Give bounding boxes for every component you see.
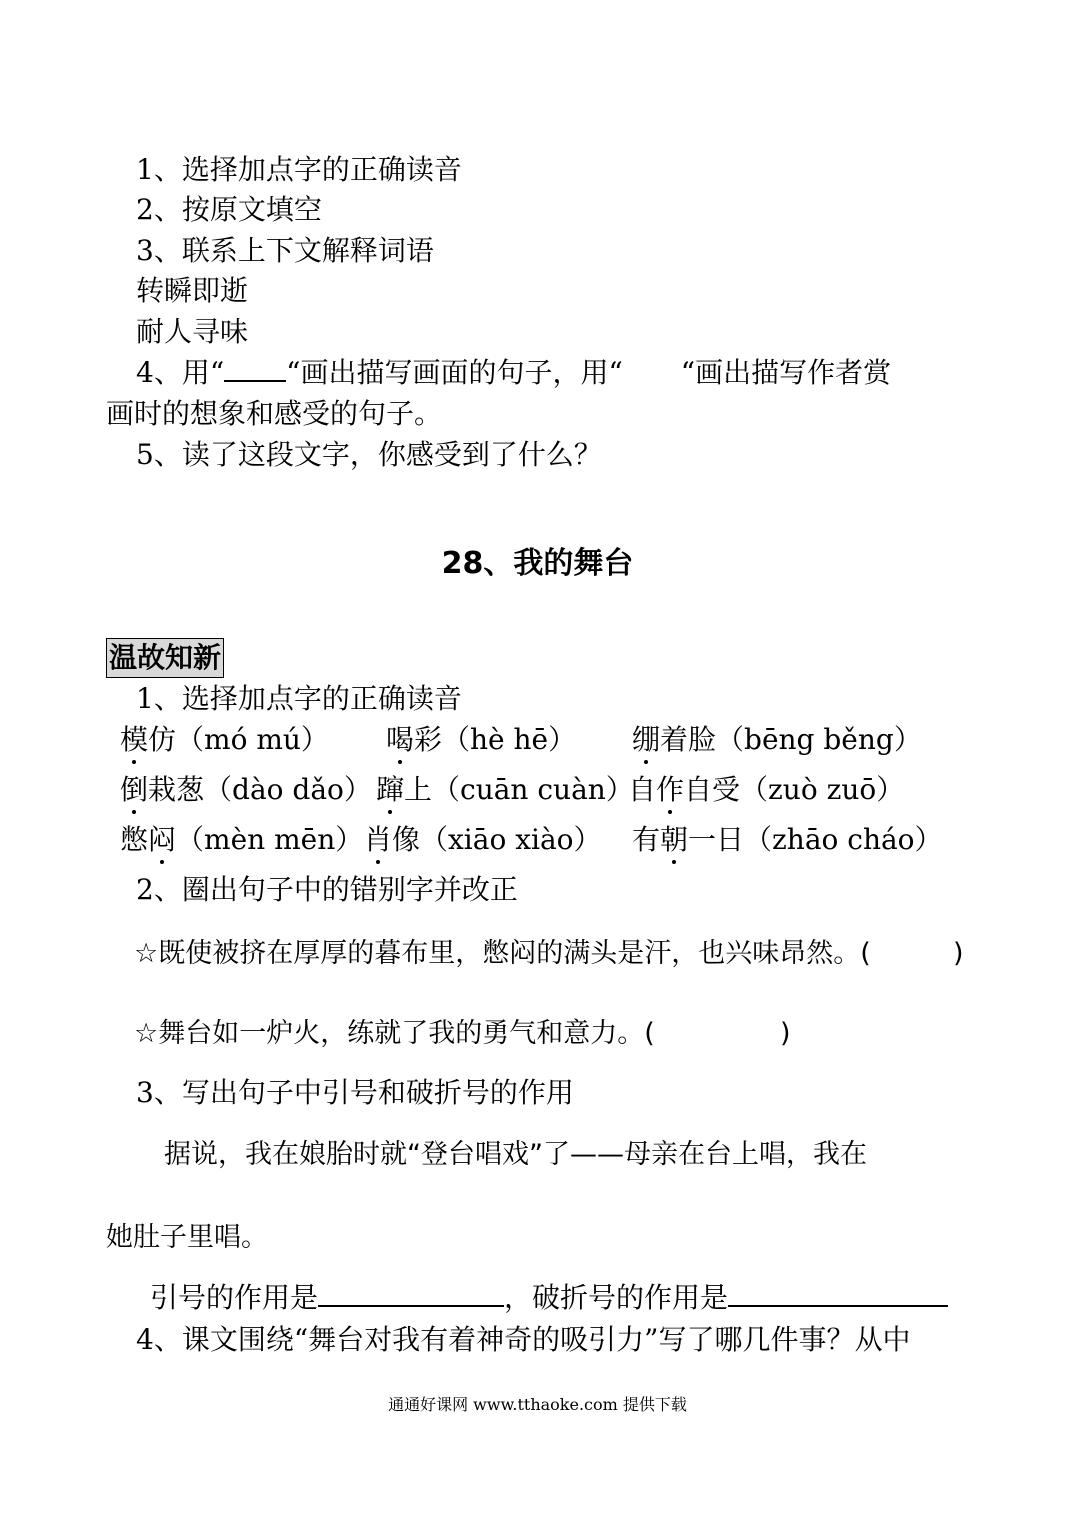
quote-passage-line-1: 据说，我在娘胎时就“登台唱戏”了——母亲在台上唱，我在 xyxy=(164,1139,867,1170)
pinyin-item: 肖像（xiāo xiào） xyxy=(364,820,602,860)
vocab-word-2: 耐人寻味 xyxy=(136,315,249,348)
pinyin-item: 憋闷（mèn mēn） xyxy=(120,820,363,860)
dotted-char: 倒 xyxy=(120,770,148,810)
pinyin-item: 绷着脸（bēng běng） xyxy=(632,720,922,760)
question-4-part-a: 4、用“ xyxy=(136,356,225,389)
question-5: 5、读了这段文字，你感受到了什么？ xyxy=(136,438,602,471)
footer: 通通好课网 www.tthaoke.com 提供下载 xyxy=(388,1395,687,1414)
lesson-title: 28、我的舞台 xyxy=(441,546,634,581)
dotted-char: 绷 xyxy=(632,720,660,760)
pinyin-item: 喝彩（hè hē） xyxy=(386,720,576,760)
dotted-char: 作 xyxy=(656,770,684,810)
lesson-question-1: 1、选择加点字的正确读音 xyxy=(136,682,462,715)
lesson-question-4: 4、课文围绕“舞台对我有着神奇的吸引力”写了哪几件事？从中 xyxy=(136,1323,911,1356)
question-4-part-c: “画出描写作者赏 xyxy=(680,356,892,389)
wavy-underline-sample xyxy=(623,356,681,382)
lesson-question-3: 3、写出句子中引号和破折号的作用 xyxy=(136,1076,574,1109)
answer-quote-label: 引号的作用是 xyxy=(150,1281,319,1314)
straight-underline-sample xyxy=(224,354,286,382)
correction-sentence-2-close: ) xyxy=(780,1018,791,1049)
correction-sentence-2: ☆舞台如一炉火，练就了我的勇气和意力。( xyxy=(134,1018,655,1049)
correction-sentence-1-close: ) xyxy=(953,938,964,969)
pinyin-item: 倒栽葱（dào dǎo） xyxy=(120,770,372,810)
dotted-char: 朝 xyxy=(660,820,688,860)
question-2: 2、按原文填空 xyxy=(136,193,322,226)
dotted-char: 模 xyxy=(120,720,148,760)
correction-sentence-1: ☆既使被挤在厚厚的暮布里，憋闷的满头是汗，也兴味昂然。( xyxy=(134,938,871,969)
question-4-continued: 画时的想象和感受的句子。 xyxy=(106,397,443,430)
dotted-char: 蹿 xyxy=(376,770,404,810)
answer-blank-2[interactable] xyxy=(728,1279,948,1307)
lesson-question-2: 2、圈出句子中的错别字并改正 xyxy=(136,873,518,906)
question-3: 3、联系上下文解释词语 xyxy=(136,234,434,267)
question-4-part-b: “画出描写画面的句子，用“ xyxy=(286,356,623,389)
answer-line xyxy=(150,1278,948,1318)
dotted-char: 喝 xyxy=(386,720,414,760)
pinyin-item: 模仿（mó mú） xyxy=(120,720,329,760)
question-4 xyxy=(136,353,891,393)
answer-dash-label: ，破折号的作用是 xyxy=(504,1281,729,1314)
pinyin-item: 自作自受（zuò zuō） xyxy=(628,770,904,810)
pinyin-item: 有朝一日（zhāo cháo） xyxy=(632,820,943,860)
pinyin-item: 蹿上（cuān cuàn） xyxy=(376,770,634,810)
question-1: 1、选择加点字的正确读音 xyxy=(136,153,462,186)
section-label: 温故知新 xyxy=(106,638,224,678)
answer-blank-1[interactable] xyxy=(318,1279,504,1307)
vocab-word-1: 转瞬即逝 xyxy=(136,274,249,307)
dotted-char: 肖 xyxy=(364,820,392,860)
quote-passage-line-2: 她肚子里唱。 xyxy=(106,1222,268,1253)
dotted-char: 闷 xyxy=(148,820,176,860)
